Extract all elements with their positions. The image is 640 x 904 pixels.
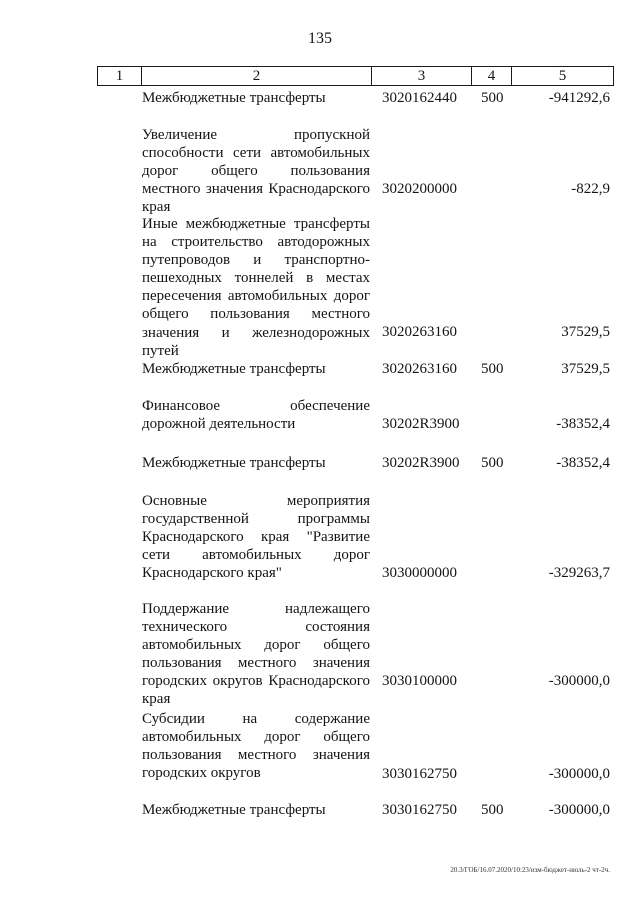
page-number: 135 — [308, 30, 332, 47]
row-description: Поддержание надлежащего технического состояния автомобильных дорог общего пользования местного значения городских округов Краснодарского края — [142, 601, 370, 708]
row-amount: -941292,6 — [548, 90, 610, 106]
row-type: 500 — [481, 802, 504, 818]
row-code: 3020263160 — [382, 324, 457, 340]
row-amount: -300000,0 — [548, 766, 610, 782]
column-header-row — [98, 67, 614, 86]
column-header-1: 1 — [98, 67, 142, 86]
row-code: 3020162440 — [382, 90, 457, 106]
row-code: 3030100000 — [382, 673, 457, 689]
row-description: Увеличение пропускной способности сети автомобильных дорог общего пользования местного значения Краснодарского края — [142, 127, 370, 216]
row-code: 3030162750 — [382, 766, 457, 782]
row-type: 500 — [481, 361, 504, 377]
row-description: Финансовое обеспечение дорожной деятельности — [142, 398, 370, 433]
footer-note: 20.3/ГОБ/16.07.2020/10:23/изм-бюджет-июль-2 чт-2ч. — [450, 866, 610, 874]
row-code: 30202R3900 — [382, 455, 460, 471]
row-amount: -38352,4 — [556, 416, 610, 432]
row-amount: 37529,5 — [561, 324, 610, 340]
column-header-4: 4 — [472, 67, 512, 86]
row-description: Межбюджетные трансферты — [142, 802, 326, 818]
row-amount: 37529,5 — [561, 361, 610, 377]
row-description: Иные межбюджетные трансферты на строительство автодорожных путепроводов и транспортно-пешеходных тоннелей в местах пересечения автомобильных дорог общего пользования местного значения и железнодорожных путей — [142, 216, 370, 359]
row-type: 500 — [481, 90, 504, 106]
column-header-5: 5 — [512, 67, 614, 86]
row-code: 3020200000 — [382, 181, 457, 197]
column-header-table — [97, 66, 614, 86]
column-header-2: 2 — [142, 67, 372, 86]
row-description: Субсидии на содержание автомобильных дорог общего пользования местного значения городских округов — [142, 711, 370, 782]
row-description: Основные мероприятия государственной программы Краснодарского края "Развитие сети автомобильных дорог Краснодарского края" — [142, 493, 370, 582]
row-amount: -300000,0 — [548, 802, 610, 818]
row-amount: -300000,0 — [548, 673, 610, 689]
row-code: 30202R3900 — [382, 416, 460, 432]
row-description: Межбюджетные трансферты — [142, 361, 326, 377]
row-description: Межбюджетные трансферты — [142, 90, 326, 106]
row-code: 3030162750 — [382, 802, 457, 818]
column-header-3: 3 — [372, 67, 472, 86]
row-description: Межбюджетные трансферты — [142, 455, 326, 471]
row-code: 3030000000 — [382, 565, 457, 581]
row-amount: -38352,4 — [556, 455, 610, 471]
row-amount: -329263,7 — [548, 565, 610, 581]
row-code: 3020263160 — [382, 361, 457, 377]
row-type: 500 — [481, 455, 504, 471]
row-amount: -822,9 — [571, 181, 610, 197]
